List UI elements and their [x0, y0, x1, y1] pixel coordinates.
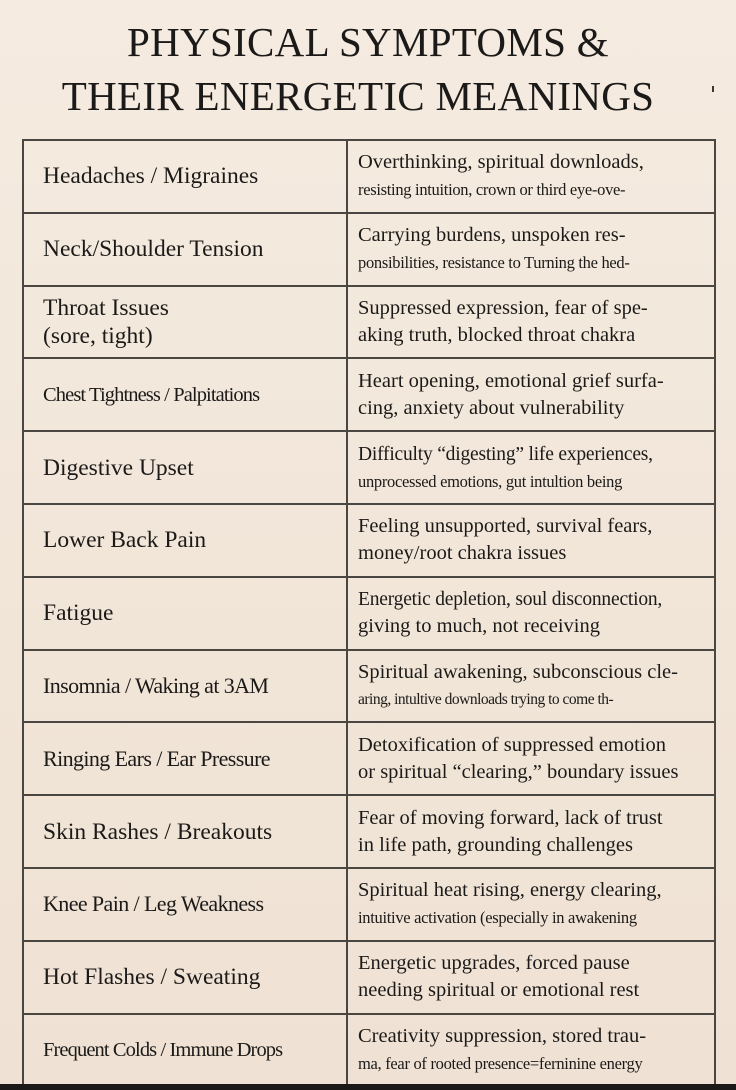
meaning-cell: [347, 650, 715, 723]
meaning-line-2: money/root chakra issues: [358, 542, 567, 565]
meaning-line-1: Overthinking, spiritual downloads,: [358, 151, 644, 174]
symptom-cell: [23, 650, 347, 723]
symptom-label: Frequent Colds / Immune Drops: [43, 1038, 283, 1061]
meaning-line-1: Feeling unsupported, survival fears,: [358, 515, 653, 538]
symptom-cell: [23, 213, 347, 286]
table-row: [23, 286, 715, 359]
symptom-label: Hot Flashes / Sweating: [43, 964, 261, 991]
symptom-cell: [23, 722, 347, 795]
meaning-line-1: Carrying burdens, unspoken res-: [358, 224, 626, 247]
symptom-label: Neck/Shoulder Tension: [43, 236, 264, 263]
meaning-cell: [347, 941, 715, 1014]
symptom-cell: [23, 941, 347, 1014]
meaning-line-2: cing, anxiety about vulnerability: [358, 396, 625, 419]
symptom-label: Skin Rashes / Breakouts: [43, 818, 273, 845]
symptom-label: Ringing Ears / Ear Pressure: [43, 745, 270, 771]
table-row: [23, 577, 715, 650]
symptom-label: Knee Pain / Leg Weakness: [43, 891, 264, 917]
symptom-cell: [23, 140, 347, 213]
table-row: [23, 1014, 715, 1087]
table-row: [23, 722, 715, 795]
meaning-line-1: Energetic upgrades, forced pause: [358, 952, 630, 975]
meaning-cell: [347, 213, 715, 286]
table-row: [23, 795, 715, 868]
symptom-cell: [23, 286, 347, 359]
meaning-cell: [347, 795, 715, 868]
symptom-label: Headaches / Migraines: [43, 163, 259, 190]
meaning-cell: [347, 140, 715, 213]
symptom-label: Fatigue: [43, 600, 114, 627]
table-row: [23, 431, 715, 504]
bottom-edge-bar: [0, 1084, 736, 1090]
table-row: [23, 213, 715, 286]
meaning-line-2: intuitive activation (especially in awakening: [358, 908, 637, 928]
meaning-cell: [347, 722, 715, 795]
meaning-line-2: unprocessed emotions, gut intultion being: [358, 471, 623, 491]
title-line-1: PHYSICAL SYMPTOMS &: [127, 19, 609, 65]
meaning-line-2: aking truth, blocked throat chakra: [358, 323, 636, 346]
meaning-cell: [347, 431, 715, 504]
symptoms-table: [22, 139, 716, 1087]
meaning-line-2: or spiritual “clearing,” boundary issues: [358, 760, 679, 783]
meaning-line-2: ponsibilities, resistance to Turning the hed-: [358, 253, 630, 273]
meaning-line-2: giving to much, not receiving: [358, 615, 600, 638]
meaning-line-2: needing spiritual or emotional rest: [358, 979, 640, 1002]
symptom-label: Throat Issues (sore, tight): [43, 294, 169, 349]
meaning-line-1: Spiritual awakening, subconscious cle-: [358, 660, 678, 683]
symptom-label: Insomnia / Waking at 3AM: [43, 672, 269, 698]
meaning-cell: [347, 358, 715, 431]
meaning-line-1: Creativity suppression, stored trau-: [358, 1024, 647, 1047]
meaning-line-2: resisting intuition, crown or third eye-ove-: [358, 180, 626, 200]
symptom-label: Digestive Upset: [43, 454, 194, 481]
meaning-line-2: ma, fear of rooted presence=ferninine energy: [358, 1053, 643, 1073]
title-line-2: THEIR ENERGETIC MEANINGS: [61, 73, 655, 119]
meaning-cell: [347, 504, 715, 577]
table-row: [23, 868, 715, 941]
meaning-line-1: Difficulty “digesting” life experiences,: [358, 443, 653, 465]
table-row: [23, 941, 715, 1014]
meaning-line-1: Suppressed expression, fear of spe-: [358, 296, 648, 319]
symptom-cell: [23, 431, 347, 504]
table-row: [23, 140, 715, 213]
meaning-cell: [347, 868, 715, 941]
symptom-cell: [23, 504, 347, 577]
table-row: [23, 358, 715, 431]
symptom-label: Lower Back Pain: [43, 527, 207, 554]
symptom-label: Chest Tightness / Palpitations: [43, 383, 260, 406]
meaning-cell: [347, 577, 715, 650]
meaning-line-2: aring, intultive downloads trying to come th-: [358, 690, 614, 708]
symptom-cell: [23, 1014, 347, 1087]
table-row: [23, 504, 715, 577]
meaning-line-1: Heart opening, emotional grief surfa-: [358, 369, 664, 392]
symptom-cell: [23, 577, 347, 650]
meaning-line-2: in life path, grounding challenges: [358, 833, 633, 856]
meaning-line-1: Energetic depletion, soul disconnection,: [358, 589, 663, 611]
decorative-mark: [712, 86, 714, 92]
meaning-cell: [347, 286, 715, 359]
meaning-line-1: Detoxification of suppressed emotion: [358, 733, 667, 756]
meaning-cell: [347, 1014, 715, 1087]
table-row: [23, 650, 715, 723]
symptom-cell: [23, 868, 347, 941]
symptom-cell: [23, 358, 347, 431]
meaning-line-1: Spiritual heat rising, energy clearing,: [358, 879, 662, 902]
meaning-line-1: Fear of moving forward, lack of trust: [358, 806, 663, 829]
symptom-cell: [23, 795, 347, 868]
